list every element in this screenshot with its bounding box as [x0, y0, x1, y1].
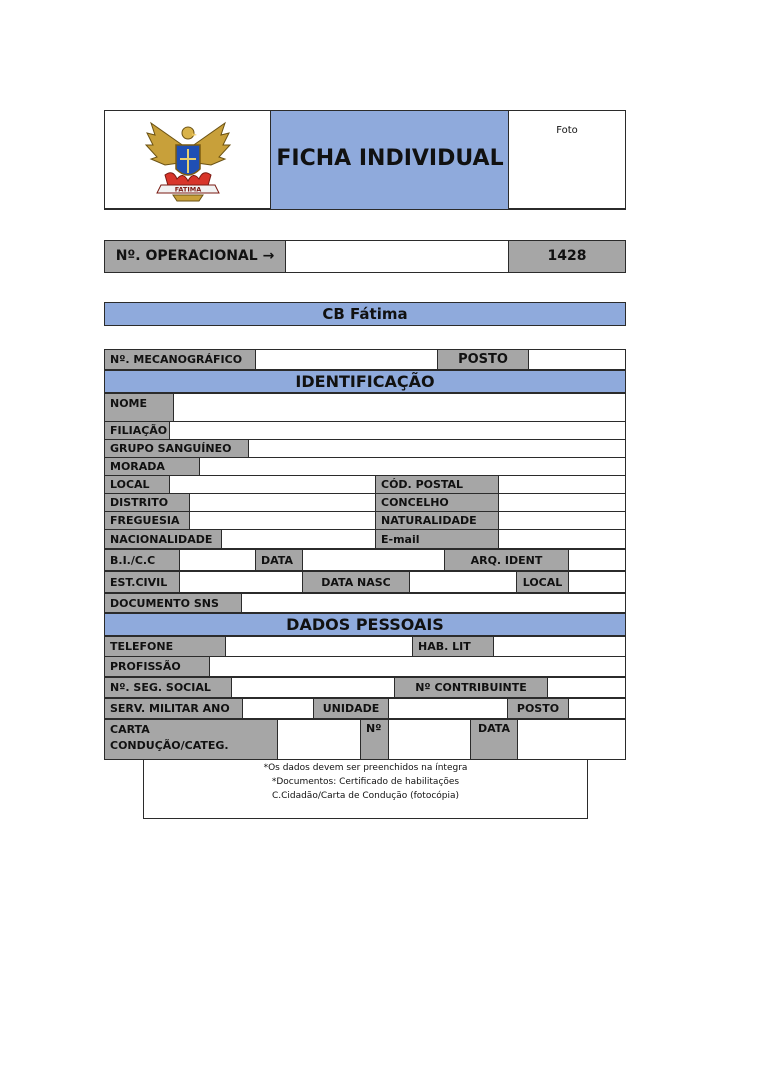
arq-ident-label: ARQ. IDENT	[444, 549, 569, 571]
morada-label: MORADA	[104, 457, 200, 476]
section-dados-pessoais: DADOS PESSOAIS	[104, 613, 626, 636]
concelho-field[interactable]	[498, 493, 626, 512]
section-identificacao: IDENTIFICAÇÃO	[104, 370, 626, 393]
est-civil-field[interactable]	[179, 571, 303, 593]
nacionalidade-label: NACIONALIDADE	[104, 529, 222, 549]
note-line-3: C.Cidadão/Carta de Condução (fotocópia)	[271, 791, 460, 801]
data-nasc-label: DATA NASC	[302, 571, 410, 593]
nome-label: NOME	[104, 393, 174, 422]
distrito-field[interactable]	[189, 493, 376, 512]
carta-conducao-field[interactable]	[277, 719, 361, 760]
hab-lit-field[interactable]	[493, 636, 626, 657]
posto-field[interactable]	[528, 349, 626, 370]
local-label: LOCAL	[104, 475, 170, 494]
freguesia-field[interactable]	[189, 511, 376, 530]
data-nasc-field[interactable]	[409, 571, 517, 593]
bi-cc-field[interactable]	[179, 549, 256, 571]
morada-field[interactable]	[199, 457, 626, 476]
telefone-label: TELEFONE	[104, 636, 226, 657]
nacionalidade-field[interactable]	[221, 529, 376, 549]
carta-line-2: CONDUÇÃO/CATEG.	[110, 739, 229, 752]
operational-number-field[interactable]	[285, 240, 509, 273]
posto-label: POSTO	[437, 349, 529, 370]
station-banner: CB Fátima	[104, 302, 626, 326]
operational-number-value: 1428	[508, 240, 626, 273]
seg-social-field[interactable]	[231, 677, 395, 698]
photo-label: Foto	[556, 125, 578, 136]
profissao-label: PROFISSÃO	[104, 656, 210, 677]
local-nasc-label: LOCAL	[516, 571, 569, 593]
telefone-field[interactable]	[225, 636, 413, 657]
email-field[interactable]	[498, 529, 626, 549]
freguesia-label: FREGUESIA	[104, 511, 190, 530]
documento-sns-label: DOCUMENTO SNS	[104, 593, 242, 613]
mecanografico-label: Nº. MECANOGRÁFICO	[104, 349, 256, 370]
carta-conducao-label	[104, 719, 278, 760]
carta-numero-field[interactable]	[388, 719, 471, 760]
serv-militar-label: SERV. MILITAR ANO	[104, 698, 243, 719]
notes-box	[143, 760, 588, 819]
documento-sns-field[interactable]	[241, 593, 626, 613]
local-field[interactable]	[169, 475, 376, 494]
emblem-ribbon-text: FATIMA	[174, 185, 202, 194]
bi-cc-label: B.I./C.C	[104, 549, 180, 571]
carta-data-label: DATA	[470, 719, 518, 760]
carta-data-field[interactable]	[517, 719, 626, 760]
concelho-label: CONCELHO	[375, 493, 499, 512]
title-cell	[271, 111, 509, 209]
grupo-sanguineo-field[interactable]	[248, 439, 626, 458]
distrito-label: DISTRITO	[104, 493, 190, 512]
serv-militar-field[interactable]	[242, 698, 314, 719]
hab-lit-label: HAB. LIT	[412, 636, 494, 657]
eagle-emblem-icon	[143, 119, 233, 203]
header-box	[104, 110, 626, 210]
photo-cell	[509, 111, 625, 209]
arq-ident-field[interactable]	[568, 549, 626, 571]
cod-postal-label: CÓD. POSTAL	[375, 475, 499, 494]
profissao-field[interactable]	[209, 656, 626, 677]
grupo-sanguineo-label: GRUPO SANGUÍNEO	[104, 439, 249, 458]
unidade-field[interactable]	[388, 698, 508, 719]
carta-line-1: CARTA	[110, 723, 150, 736]
filiacao-label: FILIAÇÃO	[104, 421, 170, 440]
mecanografico-field[interactable]	[255, 349, 438, 370]
page-title: FICHA INDIVIDUAL	[276, 146, 504, 171]
militar-posto-field[interactable]	[568, 698, 626, 719]
operational-number-label: Nº. OPERACIONAL →	[104, 240, 286, 273]
contribuinte-field[interactable]	[547, 677, 626, 698]
seg-social-label: Nº. SEG. SOCIAL	[104, 677, 232, 698]
bi-data-field[interactable]	[302, 549, 445, 571]
filiacao-field[interactable]	[169, 421, 626, 440]
naturalidade-field[interactable]	[498, 511, 626, 530]
note-line-2: *Documentos: Certificado de habilitações	[271, 777, 460, 787]
contribuinte-label: Nº CONTRIBUINTE	[394, 677, 548, 698]
nome-field[interactable]	[173, 393, 626, 422]
militar-posto-label: POSTO	[507, 698, 569, 719]
cod-postal-field[interactable]	[498, 475, 626, 494]
bi-data-label: DATA	[255, 549, 303, 571]
est-civil-label: EST.CIVIL	[104, 571, 180, 593]
email-label: E-mail	[375, 529, 499, 549]
naturalidade-label: NATURALIDADE	[375, 511, 499, 530]
unidade-label: UNIDADE	[313, 698, 389, 719]
note-line-1: *Os dados devem ser preenchidos na íntegra	[263, 763, 468, 773]
emblem-cell	[105, 111, 271, 209]
carta-numero-label: Nº	[360, 719, 389, 760]
local-nasc-field[interactable]	[568, 571, 626, 593]
